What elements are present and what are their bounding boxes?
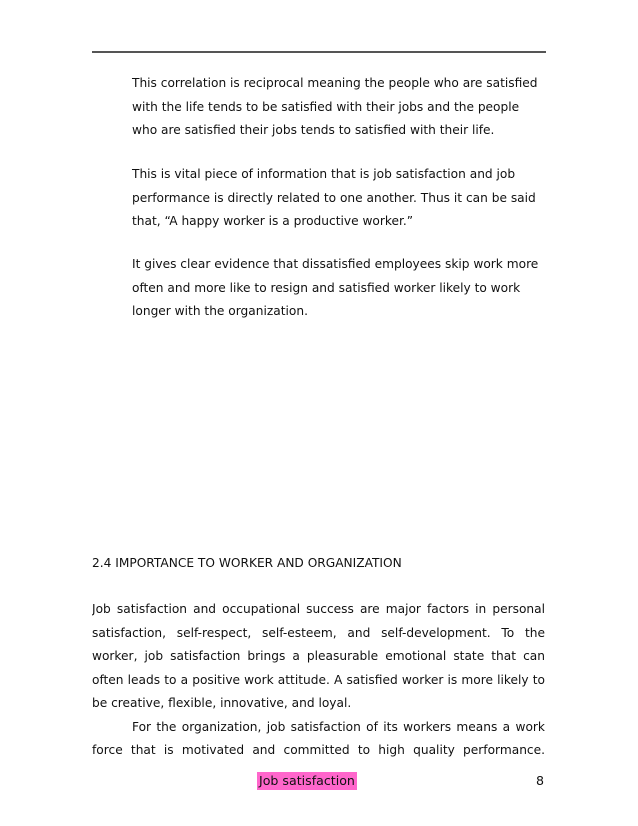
text-line: longer with the organization. (132, 304, 308, 318)
page-number: 8 (536, 773, 545, 788)
paragraph-dissatisfied-employees (132, 253, 552, 324)
text-line: performance is directly related to one another. Thus it can be said (132, 190, 536, 205)
footer-title: Job satisfaction (259, 773, 355, 788)
paragraph-performance-relation (132, 163, 552, 234)
text-line: It gives clear evidence that dissatisfied employees skip work more (132, 257, 539, 271)
body-line: force that is motivated and committed to high quality performance. (92, 743, 545, 757)
section-body (92, 598, 545, 763)
body-line: Job satisfaction and occupational success are major factors in personal (92, 602, 545, 616)
header-rule (92, 51, 546, 53)
body-line: worker, job satisfaction brings a pleasurable emotional state that can (92, 649, 545, 663)
text-line: who are satisfied their jobs tends to satisfied with their life. (132, 123, 495, 137)
body-line: often leads to a positive work attitude. A satisfied worker is more likely to (92, 672, 545, 687)
body-line: For the organization, job satisfaction of its workers means a work (132, 719, 545, 734)
text-line: with the life tends to be satisfied with their jobs and the people (132, 99, 520, 114)
body-line: be creative, flexible, innovative, and loyal. (92, 696, 352, 710)
text-line: This correlation is reciprocal meaning the people who are satisfied (132, 76, 538, 90)
text-line: often and more like to resign and satisfied worker likely to work (132, 280, 521, 295)
section-heading: 2.4 IMPORTANCE TO WORKER AND ORGANIZATION (92, 556, 402, 570)
body-line: satisfaction, self-respect, self-esteem, and self-development. To the (92, 625, 545, 640)
text-line: that, “A happy worker is a productive worker.” (132, 214, 414, 228)
text-line: This is vital piece of information that is job satisfaction and job (132, 167, 516, 181)
paragraph-reciprocal-correlation (132, 72, 552, 143)
